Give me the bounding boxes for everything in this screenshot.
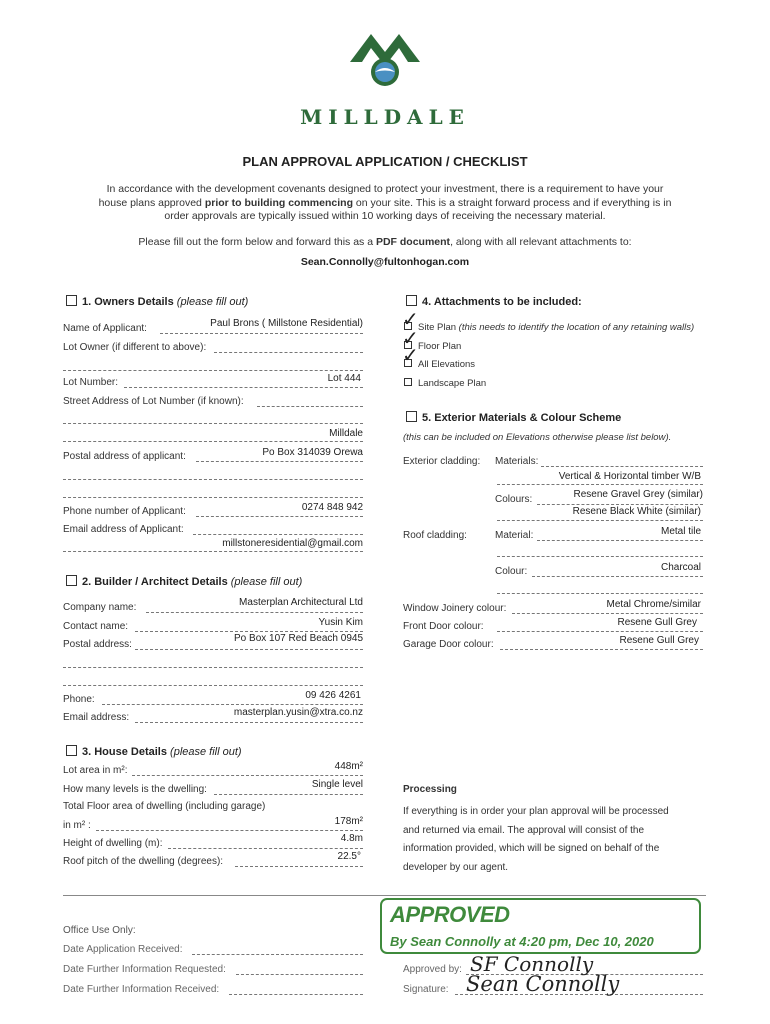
- height-field[interactable]: [168, 848, 363, 849]
- floor-area-label-2: in m² :: [63, 820, 91, 831]
- processing-line-1: If everything is in order your plan approval will be processed: [403, 806, 669, 817]
- floor-area-field[interactable]: [96, 830, 363, 831]
- signature-label: Signature:: [403, 984, 449, 995]
- cladding-materials-field-2[interactable]: [497, 484, 703, 485]
- materials-heading: 5. Exterior Materials & Colour Scheme: [422, 412, 622, 424]
- lot-number-label: Lot Number:: [63, 377, 119, 388]
- lot-owner-label: Lot Owner (if different to above):: [63, 342, 207, 353]
- page-title: PLAN APPROVAL APPLICATION / CHECKLIST: [242, 154, 528, 169]
- processing-line-2: and returned via email. The approval will consist of the: [403, 824, 645, 836]
- cladding-colours-field-2[interactable]: [497, 520, 703, 521]
- roof-material-field[interactable]: [537, 540, 703, 541]
- builder-postal-label: Postal address:: [63, 639, 132, 650]
- instructions: Please fill out the form below and forward this as a PDF document, along with all relevant attachments to:: [138, 236, 632, 248]
- front-door-label: Front Door colour:: [403, 621, 484, 632]
- email-field[interactable]: [193, 534, 363, 535]
- attachments-checkbox[interactable]: [406, 295, 417, 306]
- date-requested-field[interactable]: [236, 974, 363, 975]
- office-divider: [63, 895, 706, 896]
- builder-phone-value: 09 426 4261: [305, 690, 361, 701]
- levels-label: How many levels is the dwelling:: [63, 784, 207, 795]
- roof-material-label: Material:: [495, 530, 534, 541]
- roof-colour-field-2[interactable]: [497, 593, 703, 594]
- approved-by-signature: SF Connolly: [470, 952, 594, 976]
- floor-area-value: 178m²: [334, 816, 363, 827]
- applicant-name-field[interactable]: [160, 333, 363, 334]
- height-value: 4.8m: [340, 833, 363, 844]
- floor-plan-checkmark-icon: ✓: [402, 326, 419, 350]
- height-label: Height of dwelling (m):: [63, 838, 163, 849]
- lot-owner-field-2[interactable]: [63, 370, 363, 371]
- postal-address-field-3[interactable]: [63, 497, 363, 498]
- company-field[interactable]: [146, 612, 363, 613]
- pitch-label: Roof pitch of the dwelling (degrees):: [63, 856, 224, 867]
- roof-colour-field[interactable]: [532, 576, 703, 577]
- elevations-label: All Elevations: [418, 359, 476, 370]
- postal-address-label: Postal address of applicant:: [63, 451, 186, 462]
- builder-email-label: Email address:: [63, 712, 130, 723]
- applicant-name-label: Name of Applicant:: [63, 323, 147, 334]
- street-address-field-3[interactable]: [63, 441, 363, 442]
- site-plan-checkmark-icon: ✓: [402, 307, 419, 331]
- lot-number-field[interactable]: [124, 387, 363, 388]
- contact-label: Contact name:: [63, 621, 129, 632]
- email-value: millstoneresidential@gmail.com: [222, 538, 363, 549]
- elevations-checkmark-icon: ✓: [402, 343, 419, 367]
- signature-image: Sean Connolly: [466, 972, 620, 996]
- builder-email-field[interactable]: [135, 722, 363, 723]
- brand-name: MILLDALE: [300, 105, 470, 129]
- street-address-field-2[interactable]: [63, 423, 363, 424]
- lot-owner-field[interactable]: [214, 352, 363, 353]
- street-address-label: Street Address of Lot Number (if known):: [63, 396, 244, 407]
- garage-door-value: Resene Gull Grey: [619, 635, 699, 646]
- site-plan-label: Site Plan (this needs to identify the location of any retaining walls): [418, 322, 695, 333]
- intro-line-3: order approvals are typically issued within 10 working days of receiving the necessary material.: [164, 210, 606, 222]
- cladding-colours-value-1: Resene Gravel Grey (similar): [573, 489, 703, 500]
- roof-material-field-2[interactable]: [497, 556, 703, 557]
- builder-postal-field-2[interactable]: [63, 667, 363, 668]
- date-received-label: Date Application Received:: [63, 944, 183, 955]
- intro-line-2: house plans approved prior to building commencing on your site. This is a straight forward process and if everything is in: [98, 196, 672, 209]
- phone-value: 0274 848 942: [301, 502, 363, 513]
- processing-heading: Processing: [403, 784, 457, 795]
- garage-door-label: Garage Door colour:: [403, 639, 494, 650]
- company-label: Company name:: [63, 602, 137, 613]
- builder-postal-value: Po Box 107 Red Beach 0945: [234, 633, 363, 644]
- roof-colour-value: Charcoal: [660, 562, 701, 573]
- intro-line-1: In accordance with the development covenants designed to protect your investment, there is a requirement to have your: [106, 183, 664, 195]
- levels-value: Single level: [311, 779, 363, 790]
- logo: [340, 28, 430, 98]
- applicant-name-value: Paul Brons ( Millstone Residential): [210, 318, 363, 329]
- materials-checkbox[interactable]: [406, 411, 417, 422]
- contact-field[interactable]: [135, 631, 363, 632]
- intro-text: [0, 183, 770, 224]
- processing-text: [403, 803, 669, 877]
- attachments-heading: 4. Attachments to be included:: [422, 296, 582, 308]
- postal-address-field[interactable]: [196, 461, 363, 462]
- office-heading: Office Use Only:: [63, 925, 136, 936]
- cladding-materials-field[interactable]: [541, 466, 703, 467]
- builder-phone-field[interactable]: [102, 704, 363, 705]
- house-checkbox[interactable]: [66, 745, 77, 756]
- phone-field[interactable]: [196, 516, 363, 517]
- builder-postal-field[interactable]: [135, 649, 363, 650]
- approved-stamp-title: APPROVED: [390, 902, 510, 927]
- front-door-value: Resene Gull Grey: [617, 617, 697, 628]
- joinery-field[interactable]: [512, 613, 703, 614]
- roof-material-value: Metal tile: [660, 526, 701, 537]
- cladding-materials-label: Materials:: [495, 456, 539, 467]
- joinery-value: Metal Chrome/similar: [606, 599, 701, 610]
- cladding-materials-value: Vertical & Horizontal timber W/B: [558, 471, 701, 482]
- pitch-field[interactable]: [235, 866, 363, 867]
- approved-stamp: [380, 898, 701, 954]
- contact-value: Yusin Kim: [318, 617, 363, 628]
- lot-number-value: Lot 444: [327, 373, 361, 384]
- processing-line-3: information provided, which will be signed on behalf of the: [403, 843, 660, 854]
- front-door-field[interactable]: [497, 631, 703, 632]
- contact-email[interactable]: Sean.Connolly@fultonhogan.com: [300, 256, 470, 268]
- email-field-2[interactable]: [63, 551, 363, 552]
- house-heading: 3. House Details (please fill out): [82, 746, 242, 758]
- date-received-field[interactable]: [192, 954, 363, 955]
- cladding-colours-value-2: Resene Black White (similar): [572, 506, 701, 517]
- cladding-colours-label: Colours:: [495, 494, 533, 505]
- lot-area-label: Lot area in m²:: [63, 765, 128, 776]
- owners-checkbox[interactable]: [66, 295, 77, 306]
- builder-email-value: masterplan.yusin@xtra.co.nz: [233, 707, 363, 718]
- roof-cladding-label: Roof cladding:: [403, 530, 467, 541]
- landscape-plan-label: Landscape Plan: [418, 378, 487, 389]
- approved-stamp-text: By Sean Connolly at 4:20 pm, Dec 10, 2020: [390, 934, 654, 949]
- processing-line-4: developer by our agent.: [403, 861, 509, 873]
- floor-plan-label: Floor Plan: [418, 341, 462, 352]
- street-address-field[interactable]: [257, 406, 363, 407]
- approved-by-label: Approved by:: [403, 964, 462, 975]
- floor-area-label: Total Floor area of dwelling (including garage): [63, 801, 266, 812]
- postal-address-field-2[interactable]: [63, 479, 363, 480]
- roof-colour-label: Colour:: [495, 566, 528, 577]
- builder-phone-label: Phone:: [63, 694, 95, 705]
- lot-area-value: 448m²: [334, 761, 363, 772]
- phone-label: Phone number of Applicant:: [63, 506, 186, 517]
- materials-note: (this can be included on Elevations otherwise please list below).: [403, 432, 672, 443]
- pitch-value: 22.5°: [337, 851, 361, 862]
- builder-heading: 2. Builder / Architect Details (please fill out): [82, 576, 303, 588]
- postal-address-value: Po Box 314039 Orewa: [262, 447, 363, 458]
- joinery-label: Window Joinery colour:: [403, 603, 507, 614]
- street-address-value: Milldale: [329, 428, 363, 439]
- builder-checkbox[interactable]: [66, 575, 77, 586]
- levels-field[interactable]: [214, 794, 363, 795]
- owners-heading: 1. Owners Details (please fill out): [82, 296, 249, 308]
- builder-postal-field-3[interactable]: [63, 685, 363, 686]
- landscape-plan-checkbox[interactable]: [404, 378, 412, 386]
- email-label: Email address of Applicant:: [63, 524, 184, 535]
- exterior-cladding-label: Exterior cladding:: [403, 456, 481, 467]
- cladding-colours-field[interactable]: [537, 504, 703, 505]
- lot-area-field[interactable]: [132, 775, 363, 776]
- date-info-received-label: Date Further Information Received:: [63, 984, 220, 995]
- date-requested-label: Date Further Information Requested:: [63, 964, 226, 975]
- date-info-received-field[interactable]: [229, 994, 363, 995]
- garage-door-field[interactable]: [500, 649, 703, 650]
- company-value: Masterplan Architectural Ltd: [239, 597, 363, 608]
